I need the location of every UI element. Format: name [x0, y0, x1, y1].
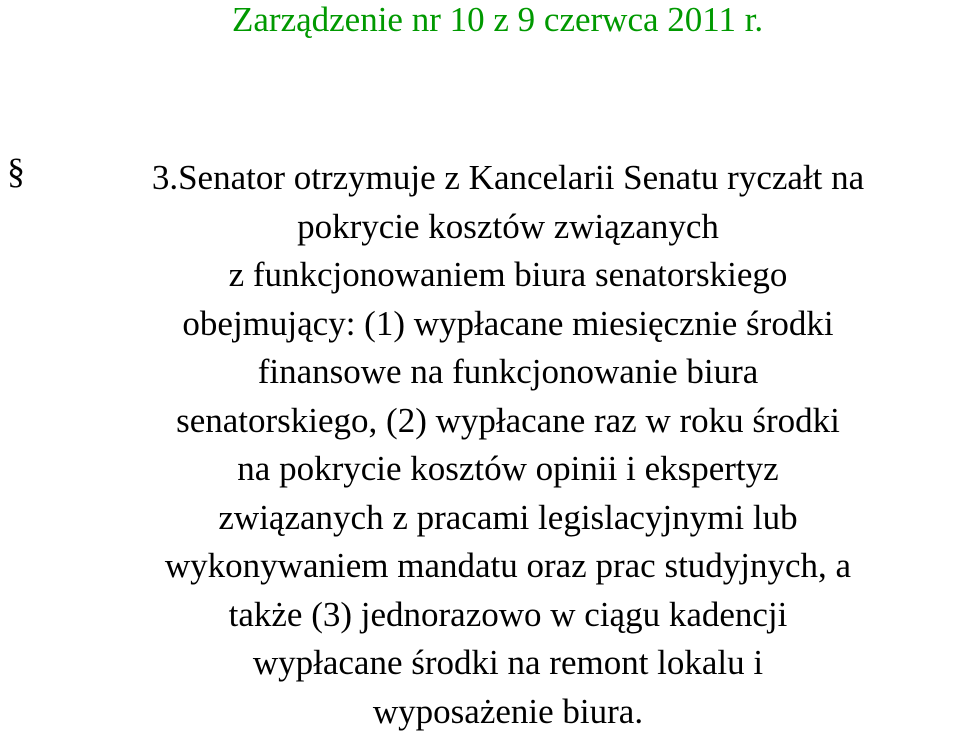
paragraph-line: finansowe na funkcjonowanie biura — [62, 348, 954, 397]
paragraph-line: także (3) jednorazowo w ciągu kadencji — [62, 591, 954, 640]
paragraph-text — [62, 154, 954, 736]
paragraph-line: pokrycie kosztów związanych — [62, 203, 954, 252]
paragraph-line: senatorskiego, (2) wypłacane raz w roku środki — [62, 397, 954, 446]
paragraph-line: związanych z pracami legislacyjnymi lub — [62, 494, 954, 543]
paragraph-line: 3.Senator otrzymuje z Kancelarii Senatu ryczałt na — [62, 154, 954, 203]
paragraph-line: wykonywaniem mandatu oraz prac studyjnych, a — [62, 542, 954, 591]
paragraph-line: na pokrycie kosztów opinii i ekspertyz — [62, 445, 954, 494]
section-sign: § — [7, 149, 25, 194]
document-title: Zarządzenie nr 10 z 9 czerwca 2011 r. — [232, 0, 763, 40]
paragraph-line: wyposażenie biura. — [62, 688, 954, 736]
paragraph-line: obejmujący: (1) wypłacane miesięcznie środki — [62, 300, 954, 349]
paragraph-line: z funkcjonowaniem biura senatorskiego — [62, 251, 954, 300]
paragraph-line: wypłacane środki na remont lokalu i — [62, 639, 954, 688]
